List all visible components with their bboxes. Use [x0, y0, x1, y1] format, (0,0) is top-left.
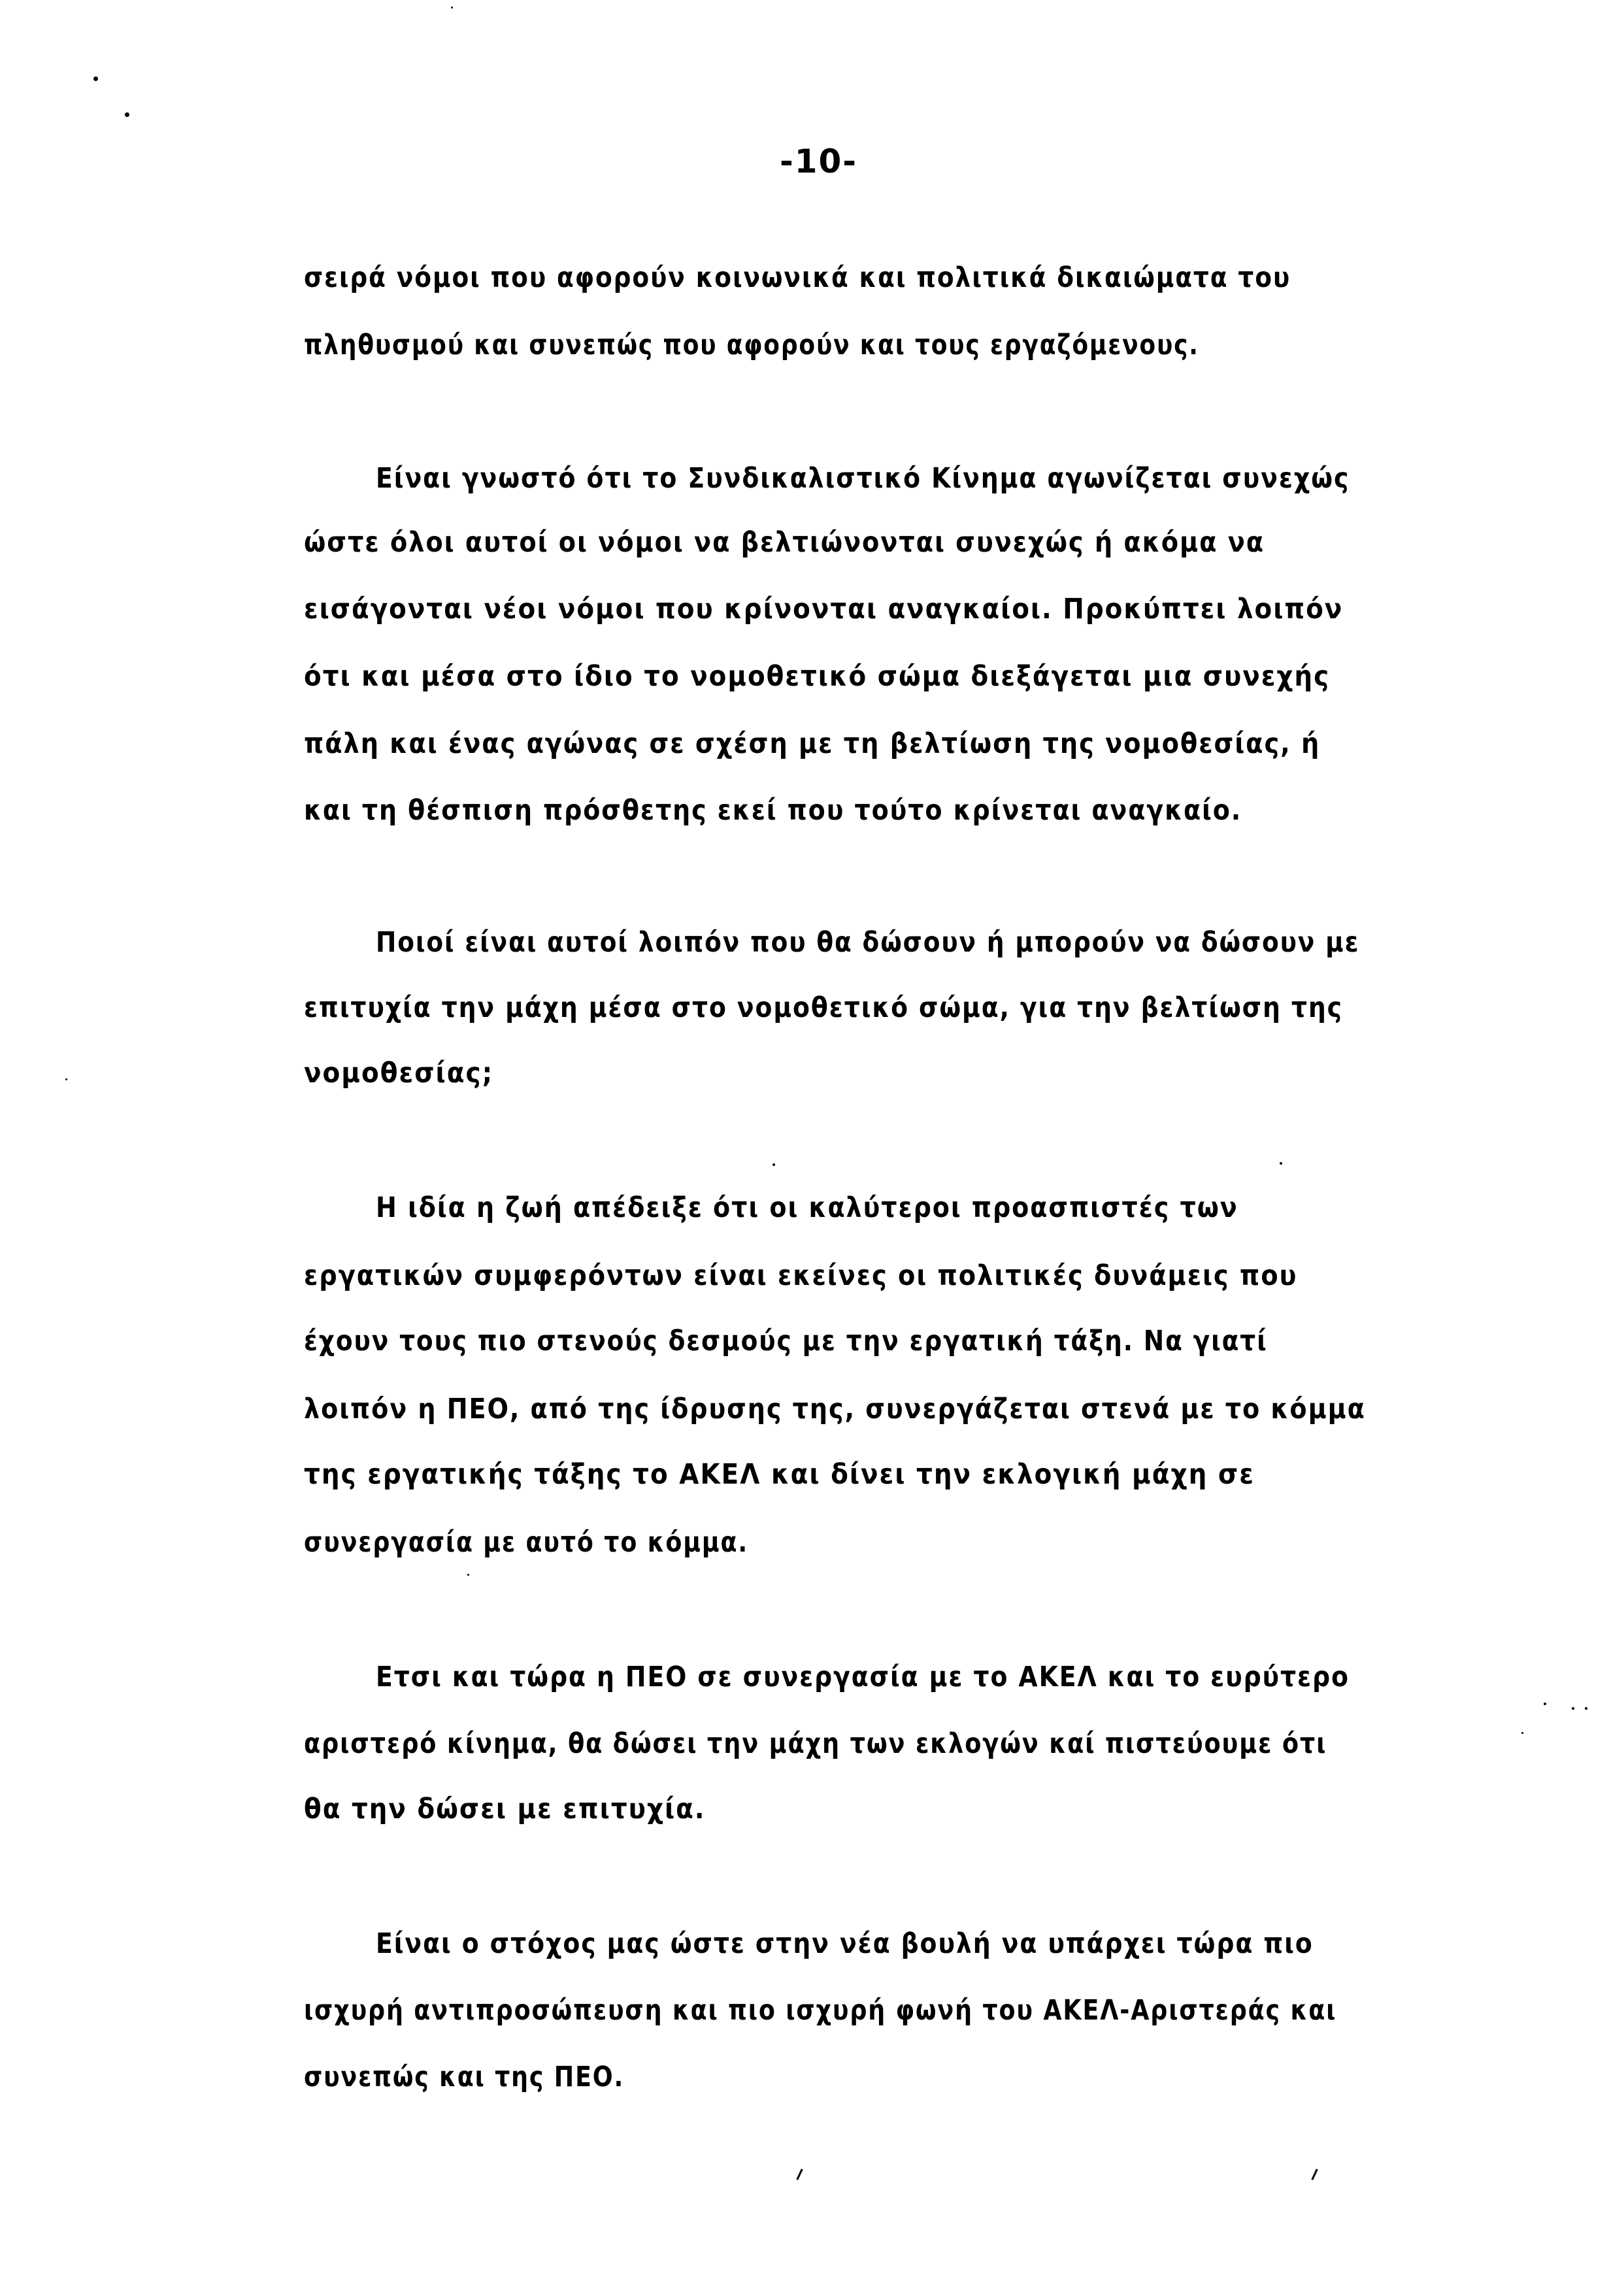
scan-speck	[467, 1574, 469, 1576]
scan-speck	[1280, 1162, 1282, 1165]
text-line: συνεπώς και της ΠΕΟ.	[304, 2061, 625, 2093]
page-number: -10-	[779, 142, 858, 180]
text-line: ότι και μέσα στο ίδιο το νομοθετικό σώμα διεξάγεται μια συνεχής	[304, 660, 1331, 693]
scan-speck	[93, 76, 98, 81]
scan-mark	[796, 2169, 803, 2180]
scan-speck	[1572, 1707, 1574, 1710]
scan-speck	[1544, 1703, 1546, 1705]
text-line: λοιπόν η ΠΕΟ, από της ίδρυσης της, συνεργάζεται στενά με το κόμμα	[304, 1393, 1366, 1425]
text-line: πάλη και ένας αγώνας σε σχέση με τη βελτίωση της νομοθεσίας, ή	[304, 727, 1321, 760]
scan-speck	[1585, 1707, 1587, 1710]
text-line: σειρά νόμοι που αφορούν κοινωνικά και πολιτικά δικαιώματα του	[304, 261, 1291, 294]
text-line: εισάγονται νέοι νόμοι που κρίνονται αναγκαίοι. Προκύπτει λοιπόν	[304, 593, 1344, 625]
scan-speck	[65, 1078, 67, 1080]
text-line: Είναι γνωστό ότι το Συνδικαλιστικό Κίνημα αγωνίζεται συνεχώς	[376, 462, 1350, 495]
text-line: θα την δώσει με επιτυχία.	[304, 1793, 706, 1825]
text-line: ισχυρή αντιπροσώπευση και πιο ισχυρή φωνή του ΑΚΕΛ-Αριστεράς και	[304, 1994, 1337, 2027]
text-line: συνεργασία με αυτό το κόμμα.	[304, 1526, 749, 1559]
scan-speck	[451, 7, 453, 8]
text-line: Η ιδία η ζωή απέδειξε ότι οι καλύτεροι προασπιστές των	[376, 1191, 1238, 1224]
text-line: αριστερό κίνημα, θα δώσει την μάχη των εκλογών καί πιστεύουμε ότι	[304, 1727, 1327, 1760]
text-line: και τη θέσπιση πρόσθετης εκεί που τούτο κρίνεται αναγκαίο.	[304, 794, 1242, 827]
scan-speck	[772, 1163, 775, 1166]
text-line: επιτυχία την μάχη μέσα στο νομοθετικό σώμα, για την βελτίωση της	[304, 991, 1343, 1024]
text-line: Ετσι και τώρα η ΠΕΟ σε συνεργασία με το ΑΚΕΛ και το ευρύτερο	[376, 1661, 1350, 1693]
text-line: εργατικών συμφερόντων είναι εκείνες οι πολιτικές δυνάμεις που	[304, 1259, 1298, 1292]
text-line: της εργατικής τάξης το ΑΚΕΛ και δίνει την εκλογική μάχη σε	[304, 1458, 1255, 1491]
text-line: Ποιοί είναι αυτοί λοιπόν που θα δώσουν ή μπορούν να δώσουν με	[376, 926, 1360, 959]
text-line: πληθυσμού και συνεπώς που αφορούν και τους εργαζόμενους.	[304, 329, 1199, 361]
scan-speck	[125, 112, 129, 117]
text-line: νομοθεσίας;	[304, 1057, 494, 1090]
scan-speck	[1521, 1732, 1523, 1734]
text-line: ώστε όλοι αυτοί οι νόμοι να βελτιώνονται συνεχώς ή ακόμα να	[304, 526, 1265, 559]
scan-mark	[1311, 2169, 1318, 2180]
text-line: έχουν τους πιο στενούς δεσμούς με την εργατική τάξη. Να γιατί	[304, 1325, 1268, 1357]
text-line: Είναι ο στόχος μας ώστε στην νέα βουλή να υπάρχει τώρα πιο	[376, 1927, 1314, 1960]
